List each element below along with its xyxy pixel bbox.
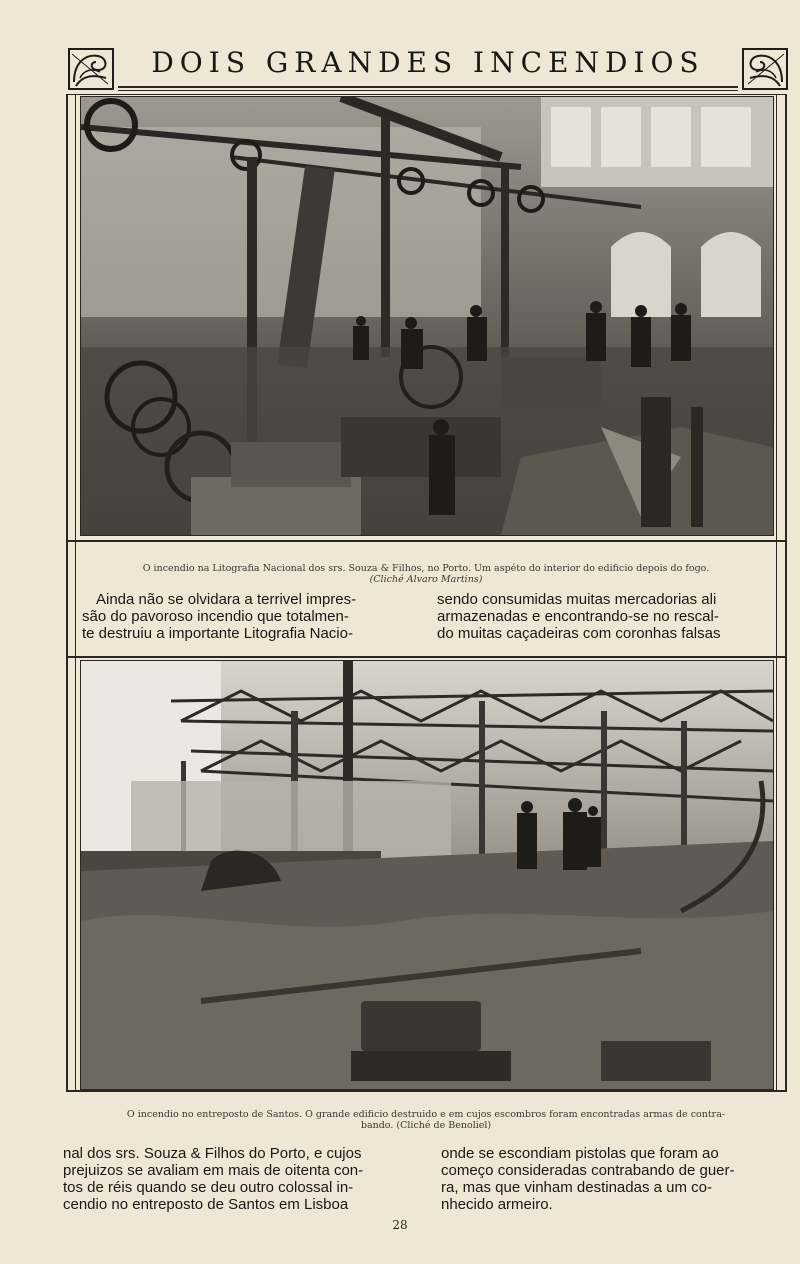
frame-right-outer: [785, 94, 787, 1090]
text-line: começo consideradas contrabando de guer-: [441, 1162, 735, 1179]
page-header: [66, 44, 790, 94]
photo2-caption: O incendio no entreposto de Santos. O grande edificio destruido e em cujos escombros foram encontradas armas de contra-: [126, 1109, 726, 1120]
text-line: tos de réis quando se deu outro colossal in-: [63, 1179, 354, 1196]
article-top-left: [82, 591, 418, 642]
text-line: Ainda não se olvidara a terrivel impres-: [96, 591, 357, 608]
photo1-credit: (Cliché Alvaro Martins): [369, 574, 483, 585]
photo-entreposto-santos: [80, 660, 774, 1090]
frame-mid-bottom: [66, 656, 787, 658]
frame-left-inner: [75, 94, 76, 1090]
article-top-right: [437, 591, 773, 642]
article-bottom-left: [63, 1145, 413, 1213]
text-line: armazenadas e encontrando-se no rescal-: [437, 608, 719, 625]
text-line: do muitas caçadeiras com coronhas falsas: [437, 625, 721, 642]
ornament-right-icon: [742, 48, 788, 90]
text-line: ra, mas que vinham destinadas a um co-: [441, 1179, 712, 1196]
text-line: nal dos srs. Souza & Filhos do Porto, e cujos: [63, 1145, 362, 1162]
page-number: 28: [392, 1218, 408, 1232]
text-line: onde se escondiam pistolas que foram ao: [441, 1145, 719, 1162]
title-rule: [118, 86, 738, 88]
text-line: nhecido armeiro.: [441, 1196, 553, 1213]
frame-bottom: [66, 1090, 787, 1092]
photo2-caption-cont: bando. (Cliché de Benoliel): [360, 1120, 492, 1131]
frame-mid-top: [66, 540, 787, 542]
photo1-caption: O incendio na Litografia Nacional dos srs. Souza & Filhos, no Porto. Um aspéto do interior do edificio depois do fogo.: [142, 563, 710, 574]
photo-litografia-interior: [80, 96, 774, 536]
ornament-left-icon: [68, 48, 114, 90]
text-line: prejuizos se avaliam em mais de oitenta con-: [63, 1162, 364, 1179]
frame-top: [66, 94, 787, 95]
text-line: cendio no entreposto de Santos em Lisboa: [63, 1196, 349, 1213]
article-bottom-right: [441, 1145, 791, 1213]
page-title: DOIS GRANDES INCENDIOS: [151, 46, 705, 79]
frame-right-inner: [776, 94, 777, 1090]
text-line: te destruiu a importante Litografia Nacio-: [82, 625, 353, 642]
title-rule-thin: [118, 90, 738, 91]
text-line: sendo consumidas muitas mercadorias ali: [437, 591, 717, 608]
frame-left-outer: [66, 94, 68, 1090]
text-line: são do pavoroso incendio que totalmen-: [82, 608, 349, 625]
